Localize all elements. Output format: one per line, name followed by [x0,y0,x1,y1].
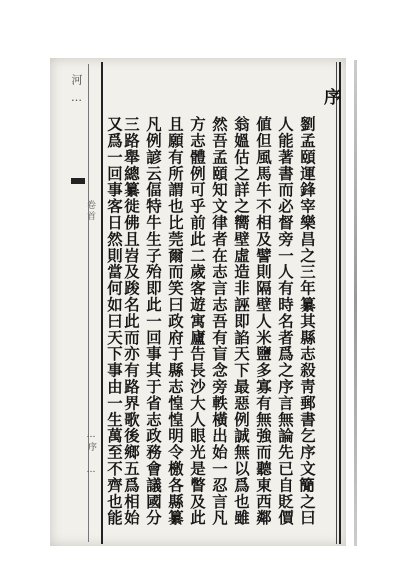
text-column-6: 方志體例可乎前此二歲客遊寓廬告長沙大人眼光是瞥及此 [188,116,206,526]
page-edge [354,60,357,546]
text-column-9: 三路舉總纂徙佛且岧及踆名此而亦有路界歌後鄉五爲相始 [122,116,140,526]
frame-border-inner [336,62,337,544]
text-column-1: 劉孟頤運鋒宰樂昌之三年纂其縣志殺靑郵書乞序文𥳑之曰 [298,116,316,526]
fish-tail-mark [71,178,85,184]
margin-footer: …序 … [86,430,96,477]
text-column-7: 且願有所謂也比莞爾而笑曰政府于縣志惶惶明令檄各縣纂 [166,116,184,526]
text-column-5: 然吾孟頤知文律者在志言志吾有盲念旁軼橫出始一忍言凡 [210,116,228,526]
margin-title: 河… [70,74,83,110]
text-column-8: 凡例諺云偪特牛生子殆即此一回事其于省志政務會議國分 [144,116,162,526]
text-column-3: 値但風馬牛不相及譬則隔壁人米鹽多寡有無強而聽東西鄰 [254,116,272,526]
text-column-4: 翁媼估之詳之嚮壁虛造非誣即諂天下最惡例誠無以爲也雖 [232,116,250,526]
margin-volume: 卷首 [85,200,95,222]
preface-heading: 序 [320,88,340,111]
text-column-2: 人能著書而必督旁一人有時名者爲之序言無論先已自貶價 [276,116,294,526]
frame-border-left [101,62,103,544]
text-column-10: 又爲一回事客日然則當何如曰天下事由一生萬至不齊也能 [105,116,123,526]
frame-border-right [339,62,341,544]
